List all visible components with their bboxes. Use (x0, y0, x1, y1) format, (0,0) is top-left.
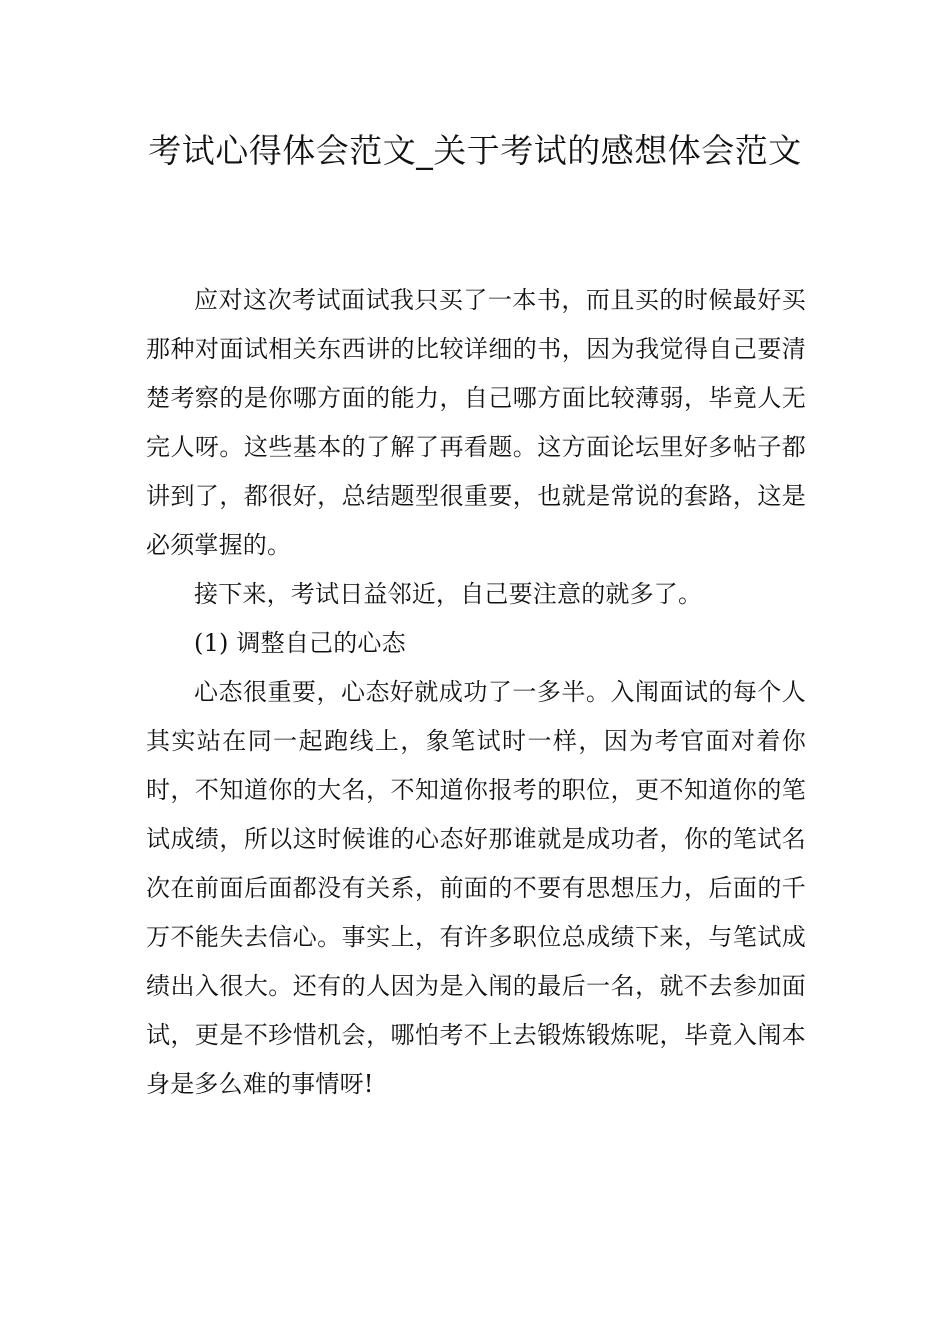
paragraph-mindset: 心态很重要，心态好就成功了一多半。入闱面试的每个人其实站在同一起跑线上，象笔试时一样，因为考官面对着你时，不知道你的大名，不知道你报考的职位，更不知道你的笔试成绩，所以这时候谁的心态好那谁就是成功者，你的笔试名次在前面后面都没有关系，前面的不要有思想压力，后面的千万不能失去信心。事实上，有许多职位总成绩下来，与笔试成绩出入很大。还有的人因为是入闱的最后一名，就不去参加面试，更是不珍惜机会，哪怕考不上去锻炼锻炼呢，毕竟入闱本身是多么难的事情呀! (146, 678, 806, 1098)
section-heading-mindset: (1) 调整自己的心态 (194, 629, 406, 657)
paragraph-intro: 应对这次考试面试我只买了一本书，而且买的时候最好买那种对面试相关东西讲的比较详细的书，因为我觉得自己要清楚考察的是你哪方面的能力，自己哪方面比较薄弱，毕竟人无完人呀。这些基本的了解了再看题。这方面论坛里好多帖子都讲到了，都很好，总结题型很重要，也就是常说的套路，这是必须掌握的。 (146, 286, 806, 559)
paragraph-transition: 接下来，考试日益邻近，自己要注意的就多了。 (194, 580, 703, 608)
document-title: 考试心得体会范文_关于考试的感想体会范文 (148, 131, 802, 170)
document-body (146, 276, 806, 1109)
